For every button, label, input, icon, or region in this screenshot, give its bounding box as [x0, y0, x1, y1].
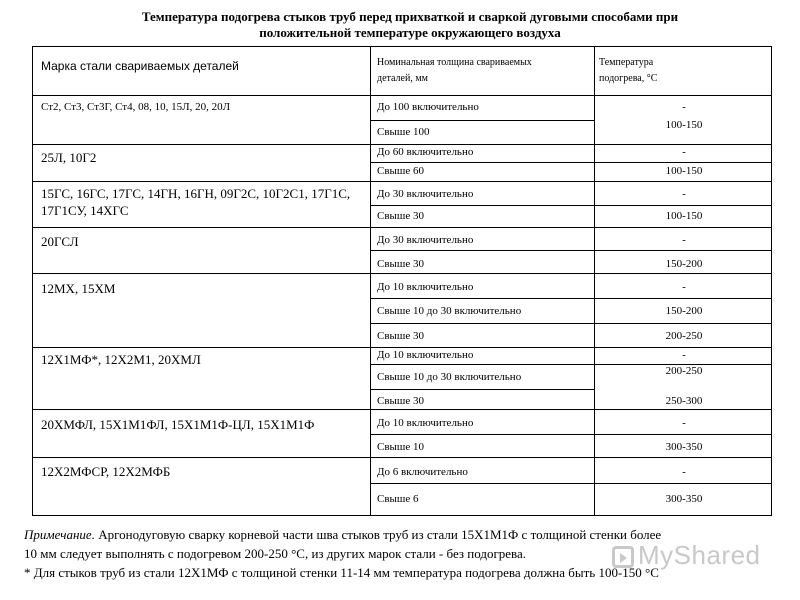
thickness-cell: До 60 включительно: [377, 146, 474, 158]
temperature-cell: 150-200: [665, 305, 703, 317]
note-label: Примечание.: [24, 527, 95, 542]
thickness-cell: Свыше 100: [377, 126, 430, 138]
thickness-cell: Свыше 10 до 30 включительно: [377, 371, 522, 383]
row-divider: [370, 205, 771, 206]
column-divider: [370, 47, 371, 515]
temperature-cell: -: [682, 466, 686, 478]
thickness-cell: Свыше 6: [377, 493, 419, 505]
temperature-cell: 250-300: [665, 395, 703, 407]
thickness-cell: Свыше 30: [377, 258, 425, 270]
title-line-1: Температура подогрева стыков труб перед прихваткой и сваркой дуговыми способами при: [141, 9, 679, 24]
row-divider: [33, 95, 771, 96]
grade-cell: Ст2, Ст3, Ст3Г, Ст4, 08, 10, 15Л, 20, 20Л: [41, 101, 231, 113]
grade-cell: 20ГСЛ: [41, 234, 79, 249]
column-divider: [594, 47, 595, 515]
thickness-cell: До 10 включительно: [377, 281, 474, 293]
temperature-cell: 100-150: [665, 165, 703, 177]
row-divider: [370, 389, 594, 390]
temperature-cell: 300-350: [665, 493, 703, 505]
thickness-cell: Свыше 30: [377, 210, 425, 222]
thickness-cell: Свыше 60: [377, 165, 425, 177]
note-line-2: 10 мм следует выполнять с подогревом 200-250 °С, из других марок стали - без подогрева.: [24, 546, 527, 561]
row-divider: [370, 120, 594, 121]
row-divider: [33, 144, 771, 145]
grade-cell: 15ГС, 16ГС, 17ГС, 14ГН, 16ГН, 09Г2С, 10Г2С1, 17Г1С, 17Г1СУ, 14ХГС: [41, 186, 351, 218]
watermark-text: MyShared: [638, 540, 761, 570]
temperature-cell: 150-200: [665, 258, 703, 270]
header-temperature: [599, 55, 657, 87]
temperature-cell: -: [682, 417, 686, 429]
temperature-cell: -: [682, 188, 686, 200]
temperature-cell: -: [682, 101, 686, 113]
grade-cell: 12Х1МФ*, 12Х2М1, 20ХМЛ: [41, 352, 201, 367]
temperature-cell: 200-250: [665, 365, 703, 377]
temperature-cell: -: [682, 349, 686, 361]
preheat-table: [32, 46, 772, 516]
row-divider: [370, 483, 771, 484]
thickness-cell: До 30 включительно: [377, 188, 474, 200]
thickness-cell: Свыше 30: [377, 330, 425, 342]
grade-cell: 25Л, 10Г2: [41, 150, 97, 165]
row-divider: [370, 323, 771, 324]
row-divider: [33, 347, 771, 348]
thickness-cell: До 6 включительно: [377, 466, 468, 478]
grade-cell: 12Х2МФСР, 12Х2МФБ: [41, 464, 171, 479]
temperature-cell: 100-150: [665, 210, 703, 222]
title-line-2: положительной температуре окружающего воздуха: [259, 25, 561, 40]
temperature-cell: 200-250: [665, 330, 703, 342]
row-divider: [33, 457, 771, 458]
note-text-1: Аргонодуговую сварку корневой части шва стыков труб из стали 15Х1М1Ф с толщиной стенки более: [94, 527, 662, 542]
header-thickness-line-1: Номинальная толщина свариваемых: [377, 57, 532, 68]
row-divider: [370, 298, 771, 299]
temperature-cell: -: [682, 281, 686, 293]
header-thickness-line-2: деталей, мм: [377, 73, 428, 84]
thickness-cell: До 10 включительно: [377, 349, 474, 361]
row-divider: [33, 273, 771, 274]
temperature-cell: -: [682, 146, 686, 158]
note-line-1: [24, 526, 661, 543]
note-line-3: * Для стыков труб из стали 12Х1МФ с толщиной стенки 11-14 мм температура подогрева должна быть 100-150 °С: [24, 565, 659, 580]
row-divider: [33, 409, 771, 410]
thickness-cell: До 10 включительно: [377, 417, 474, 429]
thickness-cell: До 30 включительно: [377, 234, 474, 246]
row-divider: [33, 227, 771, 228]
row-divider: [33, 181, 771, 182]
thickness-cell: До 100 включительно: [377, 101, 479, 113]
temperature-cell: -: [682, 234, 686, 246]
temperature-cell: 100-150: [665, 119, 703, 131]
header-grade: Марка стали свариваемых деталей: [41, 59, 239, 73]
thickness-cell: Свыше 30: [377, 395, 425, 407]
play-icon: [612, 546, 634, 568]
header-temp-line-1: Температура: [599, 57, 654, 68]
thickness-cell: Свыше 10 до 30 включительно: [377, 305, 522, 317]
grade-cell: 12МХ, 15ХМ: [41, 281, 116, 296]
thickness-cell: Свыше 10: [377, 441, 425, 453]
temperature-cell: 300-350: [665, 441, 703, 453]
row-divider: [370, 434, 771, 435]
row-divider: [370, 250, 771, 251]
row-divider: [370, 162, 771, 163]
grade-cell: 20ХМФЛ, 15Х1М1ФЛ, 15Х1М1Ф-ЦЛ, 15Х1М1Ф: [41, 417, 315, 432]
watermark-logo: [612, 540, 761, 571]
header-temp-line-2: подогрева, °С: [599, 73, 658, 84]
header-thickness: [377, 55, 532, 87]
document-title: [60, 9, 760, 41]
